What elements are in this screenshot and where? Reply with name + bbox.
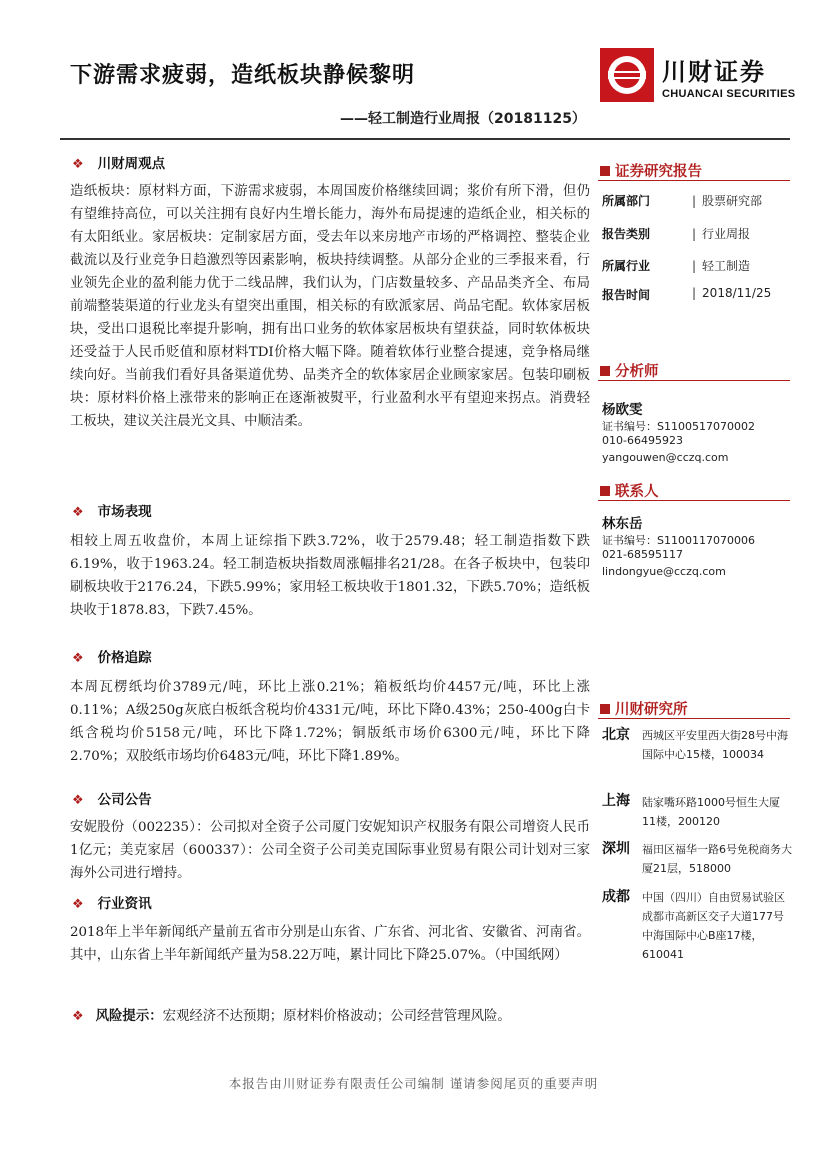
analyst-phone: 010-66495923 [602, 434, 683, 447]
section-body-price: 本周瓦楞纸均价3789元/吨，环比上涨0.21%；箱板纸均价4457元/吨，环比上涨0.11%；A级250g灰底白板纸含税均价4331元/吨，环比下降0.43%；250-400g白卡纸含税均价5158元/吨，环比下降1.72%；铜版纸市场价6300元/吨，环比下降2.70%；双胶纸市场均价6483元/吨，环比下降1.89%。 [70, 680, 590, 764]
diamond-bullet-icon: ❖ [72, 651, 84, 666]
report-title: 下游需求疲弱，造纸板块静候黎明 [70, 63, 416, 88]
risk-label: 风险提示： [95, 1009, 163, 1024]
info-key-department: 所属部门 [602, 194, 651, 208]
square-bullet-icon [600, 486, 610, 496]
sidebar-heading-analyst: 分析师 [600, 360, 659, 381]
section-heading-price: ❖ 价格追踪 [72, 650, 152, 666]
section-body-market: 相较上周五收盘价，本周上证综指下跌3.72%，收于2579.48；轻工制造指数下跌6.19%，收于1963.24。轻工制造板块指数周涨幅排名21/28。在各子板块中，包装印刷板块收于2176.24，下跌5.99%；家用轻工板块收于1801.32，下跌5.70%；造纸板块收于1878.83，下跌7.45%。 [70, 534, 590, 618]
diamond-bullet-icon: ❖ [72, 157, 84, 172]
info-value-industry: | 轻工制造 [692, 259, 751, 273]
contact-phone: 021-68595117 [602, 548, 683, 561]
diamond-bullet-icon: ❖ [72, 897, 84, 912]
section-heading-industry: ❖ 行业资讯 [72, 896, 152, 912]
diamond-bullet-icon: ❖ [72, 505, 84, 520]
diamond-bullet-icon: ❖ [72, 1009, 84, 1024]
square-bullet-icon [600, 166, 610, 176]
report-subtitle: ——轻工制造行业周报（20181125） [340, 111, 586, 127]
chuancai-logo-icon [600, 48, 654, 102]
sidebar-heading-contact: 联系人 [600, 480, 659, 501]
header-divider [60, 138, 790, 140]
section-heading-market: ❖ 市场表现 [72, 504, 152, 520]
office-address-shanghai: 陆家嘴环路1000号恒生大厦11楼，200120 [642, 796, 780, 828]
info-value-date: | 2018/11/25 [692, 286, 772, 300]
logo-text-cn: 川财证券 [662, 58, 766, 86]
logo-text-en: CHUANCAI SECURITIES [662, 88, 796, 100]
contact-name: 林东岳 [602, 516, 643, 532]
sidebar-divider [598, 718, 790, 719]
section-heading-company: ❖ 公司公告 [72, 792, 152, 808]
analyst-email[interactable]: yangouwen@cczq.com [602, 451, 729, 464]
info-value-department: | 股票研究部 [692, 194, 763, 208]
office-address-chengdu: 中国（四川）自由贸易试验区成都市高新区交子大道177号中海国际中心B座17楼，610041 [642, 891, 785, 961]
diamond-bullet-icon: ❖ [72, 793, 84, 808]
section-heading-view: ❖ 川财周观点 [72, 156, 166, 172]
office-city-beijing: 北京 [602, 727, 630, 743]
analyst-cert: 证书编号：S1100517070002 [602, 420, 755, 433]
office-city-shenzhen: 深圳 [602, 841, 630, 857]
risk-text: 宏观经济不达预期；原材料价格波动；公司经营管理风险。 [162, 1009, 511, 1024]
sidebar-divider [598, 380, 790, 381]
footer-disclaimer: 本报告由川财证券有限责任公司编制 谨请参阅尾页的重要声明 [228, 1076, 599, 1091]
analyst-name: 杨欧雯 [602, 402, 643, 418]
sidebar-heading-institute: 川财研究所 [600, 698, 688, 719]
square-bullet-icon [600, 704, 610, 714]
section-body-industry: 2018年上半年新闻纸产量前五省市分别是山东省、广东省、河北省、安徽省、河南省。其中，山东省上半年新闻纸产量为58.22万吨，累计同比下降25.07%。（中国纸网） [70, 925, 590, 963]
risk-warning [70, 1005, 590, 1028]
section-body-company: 安妮股份（002235）：公司拟对全资子公司厦门安妮知识产权服务有限公司增资人民币1亿元；美克家居（600337）：公司全资子公司美克国际事业贸易有限公司计划对三家海外公司进行增持。 [70, 820, 590, 881]
section-body-view: 造纸板块：原材料方面，下游需求疲弱，本周国废价格继续回调；浆价有所下滑，但仍有望维持高位，可以关注拥有良好内生增长能力，海外布局提速的造纸企业，相关标的有太阳纸业。家居板块：定制家居方面，受去年以来房地产市场的严格调控、整装企业截流以及行业竞争日趋激烈等因素影响，板块持续调整。从部分企业的三季报来看，行业领先企业的盈利能力优于二线品牌，我们认为，门店数量较多、产品品类齐全、布局前端整装渠道的行业龙头有望突出重围，相关标的有欧派家居、尚品宅配。软体家居板块，受出口退税比率提升影响，拥有出口业务的软体家居板块有望获益，同时软体板块还受益于人民币贬值和原材料TDI价格大幅下降。随着软体行业整合提速，竞争格局继续向好。当前我们看好具备渠道优势、品类齐全的软体家居企业顾家家居。包装印刷板块：原材料价格上涨带来的影响正在逐渐被熨平，行业盈利水平有望迎来拐点。消费轻工板块，建议关注晨光文具、中顺洁柔。 [70, 184, 590, 429]
office-address-beijing: 西城区平安里西大街28号中海国际中心15楼，100034 [642, 729, 788, 761]
office-city-shanghai: 上海 [602, 793, 630, 809]
square-bullet-icon [600, 366, 610, 376]
info-key-date: 报告时间 [602, 288, 651, 302]
office-address-shenzhen: 福田区福华一路6号免税商务大厦21层，518000 [642, 843, 792, 875]
info-value-category: | 行业周报 [692, 227, 751, 241]
sidebar-heading-report: 证券研究报告 [600, 160, 702, 181]
office-city-chengdu: 成都 [602, 889, 630, 905]
sidebar-divider [598, 500, 790, 501]
contact-email[interactable]: lindongyue@cczq.com [602, 565, 726, 578]
info-key-industry: 所属行业 [602, 259, 651, 273]
info-key-category: 报告类别 [602, 227, 651, 241]
sidebar-divider [598, 180, 790, 181]
contact-cert: 证书编号：S1100117070006 [602, 534, 755, 547]
